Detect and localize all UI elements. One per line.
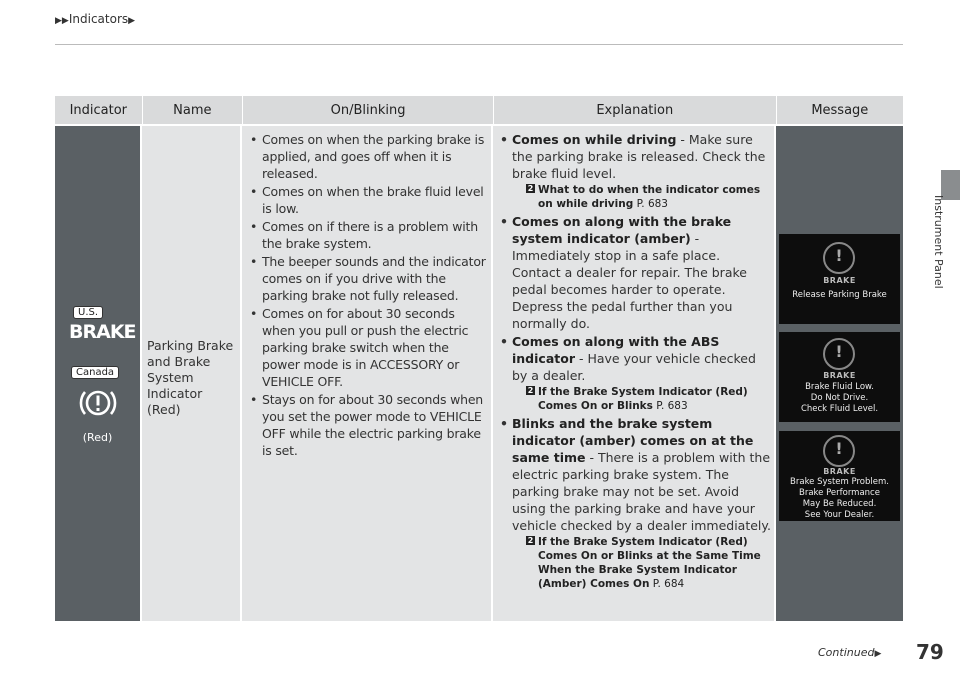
on-blinking-item: • Stays on for about 30 seconds when you set the power mode to VEHICLE OFF while the electric parking brake is set. xyxy=(250,391,490,459)
explanation-item-title: Blinks and the brake system indicator (amber) comes on at the same time xyxy=(512,416,754,465)
reference-icon: 2 xyxy=(527,536,534,545)
brake-warning-icon: ! xyxy=(823,242,855,274)
message-line: Check Fluid Level. xyxy=(800,404,879,414)
explanation-item-text: - There is a problem with the electric parking brake system. The parking brake may not be set. Avoid using the parking brake and have your vehicle checked by a dealer immediately. xyxy=(512,450,771,533)
brake-label: BRAKE xyxy=(823,467,856,476)
reference-page: P. 684 xyxy=(649,578,685,590)
cross-reference-link[interactable] xyxy=(500,385,772,413)
explanation-item-text: - Make sure the parking brake is released. Check the brake fluid level. xyxy=(512,132,766,181)
explanation-item-title: Comes on along with the ABS indicator xyxy=(512,334,720,366)
col-name: Name xyxy=(143,96,244,124)
canada-tag: Canada xyxy=(71,366,119,379)
explanation-content xyxy=(500,131,772,593)
message-line: Brake Performance xyxy=(799,488,880,498)
message-brake-fluid-low xyxy=(779,332,900,422)
col-explanation: Explanation xyxy=(494,96,777,124)
col-on-blinking: On/Blinking xyxy=(243,96,494,124)
continued-arrow: ▶ xyxy=(874,649,882,659)
message-brake-system-problem xyxy=(779,431,900,521)
explanation-item-text: -Immediately stop in a safe place. Contact a dealer for repair. The brake pedal becomes harder to operate. Depress the pedal further than you normally do. xyxy=(512,231,747,331)
message-line: May Be Reduced. xyxy=(802,499,877,509)
table-row xyxy=(55,126,903,621)
on-blinking-item: • Comes on when the brake fluid level is low. xyxy=(250,183,490,217)
brake-warning-icon: ! xyxy=(823,435,855,467)
running-header xyxy=(55,12,135,26)
explanation-item xyxy=(500,213,772,332)
on-blinking-item: • Comes on if there is a problem with the brake system. xyxy=(250,218,490,252)
explanation-item xyxy=(500,333,772,384)
reference-page: P. 683 xyxy=(652,400,688,412)
indicator-color-label: (Red) xyxy=(82,431,113,444)
on-blinking-list xyxy=(250,131,490,460)
message-line: Brake Fluid Low. xyxy=(805,382,874,392)
message-line: Do Not Drive. xyxy=(810,393,869,403)
explanation-item xyxy=(500,415,772,534)
cross-reference-link[interactable] xyxy=(500,183,772,211)
message-line: See Your Dealer. xyxy=(804,510,875,520)
on-blinking-item: • The beeper sounds and the indicator comes on if you drive with the parking brake not fully released. xyxy=(250,253,490,304)
side-label: Instrument Panel xyxy=(932,195,945,289)
reference-icon: 2 xyxy=(527,386,534,395)
explanation-item-title: Comes on while driving xyxy=(512,132,677,147)
on-blinking-item: • Comes on when the parking brake is applied, and goes off when it is released. xyxy=(250,131,490,182)
on-blinking-item: • Comes on for about 30 seconds when you pull or push the electric parking brake switch when the power mode is in ACCESSORY or VEHICLE OFF. xyxy=(250,305,490,390)
header-rule xyxy=(55,44,903,45)
message-text: Release Parking Brake xyxy=(792,290,887,300)
brake-label: BRAKE xyxy=(823,371,856,380)
header-trail-arrow: ▶ xyxy=(128,16,136,26)
continued-label: Continued▶ xyxy=(818,646,882,659)
on-blinking-cell xyxy=(242,126,491,621)
cross-reference-link[interactable] xyxy=(500,535,772,591)
explanation-item xyxy=(500,131,772,182)
col-indicator: Indicator xyxy=(55,96,143,124)
explanation-item-title: Comes on along with the brake system indicator (amber) xyxy=(512,214,732,246)
col-message: Message xyxy=(811,102,869,118)
brake-warning-icon: ! xyxy=(823,338,855,370)
reference-page: P. 683 xyxy=(633,198,668,210)
explanation-item-text: - Have your vehicle checked by a dealer. xyxy=(512,351,756,383)
us-tag: U.S. xyxy=(73,306,103,319)
brake-indicator-icon: BRAKE xyxy=(69,321,136,343)
brake-warning-icon xyxy=(79,384,117,422)
table-header xyxy=(55,96,903,124)
reference-title: If the Brake System Indicator (Red) Comes On or Blinks at the Same Time When the Brake System Indicator (Amber) Comes On xyxy=(538,536,761,590)
name-cell xyxy=(142,126,240,621)
message-cell xyxy=(776,126,903,621)
explanation-cell xyxy=(493,126,774,621)
header-section: Indicators xyxy=(68,12,129,26)
page-number: 79 xyxy=(916,640,944,664)
reference-icon: 2 xyxy=(527,184,534,193)
indicator-cell xyxy=(55,126,140,621)
indicator-name: Parking Brake and Brake System Indicator (Red) xyxy=(147,338,234,417)
brake-label: BRAKE xyxy=(823,276,856,285)
reference-title: If the Brake System Indicator (Red) Comes On or Blinks xyxy=(538,386,748,412)
reference-title: What to do when the indicator comes on while driving xyxy=(538,184,761,210)
header-arrows: ▶▶ xyxy=(55,16,69,26)
message-line: Brake System Problem. xyxy=(790,477,889,487)
message-release-parking-brake xyxy=(779,234,900,324)
